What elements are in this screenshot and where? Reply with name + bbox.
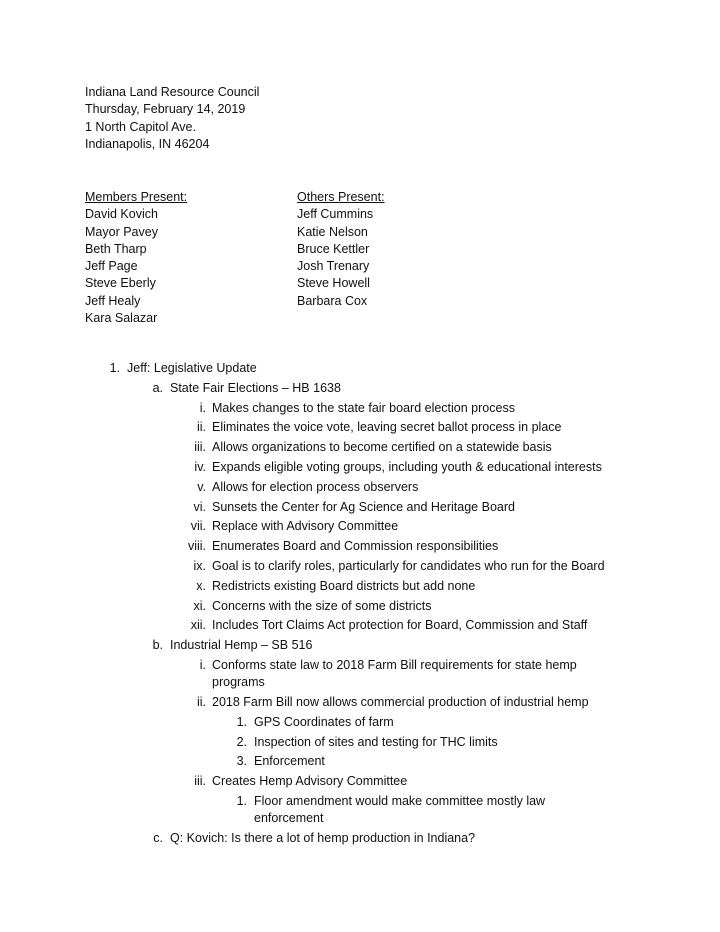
agenda-item-marker: iv. <box>194 459 206 474</box>
agenda-item-marker: xii. <box>190 618 206 633</box>
agenda-item-marker: iii. <box>194 440 206 455</box>
agenda-item-level-3 <box>0 617 720 637</box>
agenda-item-marker: 3. <box>236 754 247 769</box>
agenda-item-text: Enumerates Board and Commission responsibilities <box>212 539 499 554</box>
agenda-item-marker: b. <box>152 638 163 653</box>
agenda-item-level-3 <box>0 657 720 674</box>
agenda-item-text: Goal is to clarify roles, particularly for candidates who run for the Board <box>212 558 605 573</box>
others-present-list <box>297 189 385 310</box>
agenda-item-level-3 <box>0 439 720 459</box>
member-name: Mayor Pavey <box>85 224 158 239</box>
agenda-item-text: Inspection of sites and testing for THC limits <box>254 734 498 749</box>
agenda-item-level-2 <box>0 637 720 657</box>
agenda-item-marker: iii. <box>194 774 206 789</box>
agenda-item-level-4 <box>0 753 720 773</box>
agenda-item-level-3 <box>0 479 720 499</box>
agenda-item-level-3 <box>0 674 720 694</box>
agenda-item-text: Q: Kovich: Is there a lot of hemp production in Indiana? <box>170 831 476 846</box>
agenda-outline <box>0 360 720 850</box>
agenda-item-text: Floor amendment would make committee mostly law <box>254 794 546 809</box>
agenda-item-level-3 <box>0 518 720 538</box>
agenda-item-level-3 <box>0 459 720 479</box>
agenda-item-text: Enforcement <box>254 754 325 769</box>
agenda-item-marker: i. <box>199 657 206 672</box>
agenda-item-text: Concerns with the size of some districts <box>212 598 432 613</box>
agenda-item-text: Allows organizations to become certified on a statewide basis <box>212 440 552 455</box>
agenda-item-marker: a. <box>152 380 163 395</box>
agenda-item-marker: viii. <box>187 539 206 554</box>
other-name: Barbara Cox <box>297 293 368 308</box>
member-name: Jeff Healy <box>85 293 141 308</box>
organization-name: Indiana Land Resource Council <box>85 85 260 99</box>
agenda-item-marker: c. <box>153 831 163 846</box>
address-line-2: Indianapolis, IN 46204 <box>85 136 210 151</box>
agenda-item-marker: vii. <box>190 519 206 534</box>
agenda-item-text: Makes changes to the state fair board election process <box>212 400 515 415</box>
agenda-item-text: enforcement <box>254 811 324 826</box>
address-line-1: 1 North Capitol Ave. <box>85 119 196 134</box>
member-name: Jeff Page <box>85 259 138 274</box>
agenda-item-marker: 1. <box>236 714 247 729</box>
agenda-item-text: Expands eligible voting groups, including youth & educational interests <box>212 459 602 474</box>
agenda-item-level-4 <box>0 714 720 734</box>
agenda-item-text: Allows for election process observers <box>212 479 419 494</box>
members-present-heading: Members Present: <box>85 190 188 204</box>
agenda-item-marker: i. <box>199 400 206 415</box>
agenda-item-level-3 <box>0 694 720 714</box>
agenda-item-level-3 <box>0 538 720 558</box>
other-name: Bruce Kettler <box>297 241 370 256</box>
agenda-item-level-3 <box>0 578 720 598</box>
others-present-heading: Others Present: <box>297 190 385 204</box>
member-name: Kara Salazar <box>85 311 158 326</box>
agenda-item-marker: v. <box>197 479 206 494</box>
agenda-item-level-3 <box>0 499 720 519</box>
agenda-item-marker: ix. <box>193 558 206 573</box>
agenda-item-marker: 1. <box>236 794 247 809</box>
agenda-item-text: 2018 Farm Bill now allows commercial production of industrial hemp <box>212 695 589 710</box>
member-name: David Kovich <box>85 207 158 222</box>
agenda-item-text: Sunsets the Center for Ag Science and Heritage Board <box>212 499 515 514</box>
agenda-item-marker: vi. <box>193 499 206 514</box>
agenda-item-marker: xi. <box>193 598 206 613</box>
agenda-item-marker: ii. <box>196 695 206 710</box>
agenda-item-text: Industrial Hemp – SB 516 <box>170 638 313 653</box>
agenda-item-text: Replace with Advisory Committee <box>212 519 399 534</box>
agenda-item-text: Eliminates the voice vote, leaving secret ballot process in place <box>212 420 562 435</box>
member-name: Beth Tharp <box>85 241 147 256</box>
agenda-item-level-2 <box>0 830 720 850</box>
members-present-list <box>85 189 187 327</box>
agenda-item-level-2 <box>0 380 720 400</box>
other-name: Jeff Cummins <box>297 207 374 222</box>
agenda-item-level-4 <box>0 793 720 810</box>
other-name: Josh Trenary <box>297 259 370 274</box>
agenda-item-level-4 <box>0 734 720 754</box>
agenda-item-text: State Fair Elections – HB 1638 <box>170 380 341 395</box>
agenda-item-level-3 <box>0 400 720 420</box>
agenda-item-marker: ii. <box>196 420 206 435</box>
agenda-item-text: Includes Tort Claims Act protection for Board, Commission and Staff <box>212 618 588 633</box>
meeting-header <box>85 84 259 153</box>
agenda-item-level-3 <box>0 558 720 578</box>
agenda-item-level-3 <box>0 419 720 439</box>
other-name: Katie Nelson <box>297 224 368 239</box>
agenda-item-marker: x. <box>196 578 206 593</box>
agenda-item-level-1 <box>0 360 720 380</box>
member-name: Steve Eberly <box>85 276 156 291</box>
agenda-item-level-3 <box>0 773 720 793</box>
agenda-item-text: programs <box>212 675 265 690</box>
agenda-item-text: GPS Coordinates of farm <box>254 714 394 729</box>
other-name: Steve Howell <box>297 276 370 291</box>
agenda-item-level-4 <box>0 810 720 830</box>
agenda-item-text: Jeff: Legislative Update <box>127 361 257 375</box>
agenda-item-marker: 1. <box>109 361 120 375</box>
agenda-item-level-3 <box>0 598 720 618</box>
meeting-date: Thursday, February 14, 2019 <box>85 102 246 117</box>
agenda-item-text: Creates Hemp Advisory Committee <box>212 774 408 789</box>
agenda-item-marker: 2. <box>236 734 247 749</box>
agenda-item-text: Redistricts existing Board districts but add none <box>212 578 476 593</box>
agenda-item-text: Conforms state law to 2018 Farm Bill requirements for state hemp <box>212 657 577 672</box>
